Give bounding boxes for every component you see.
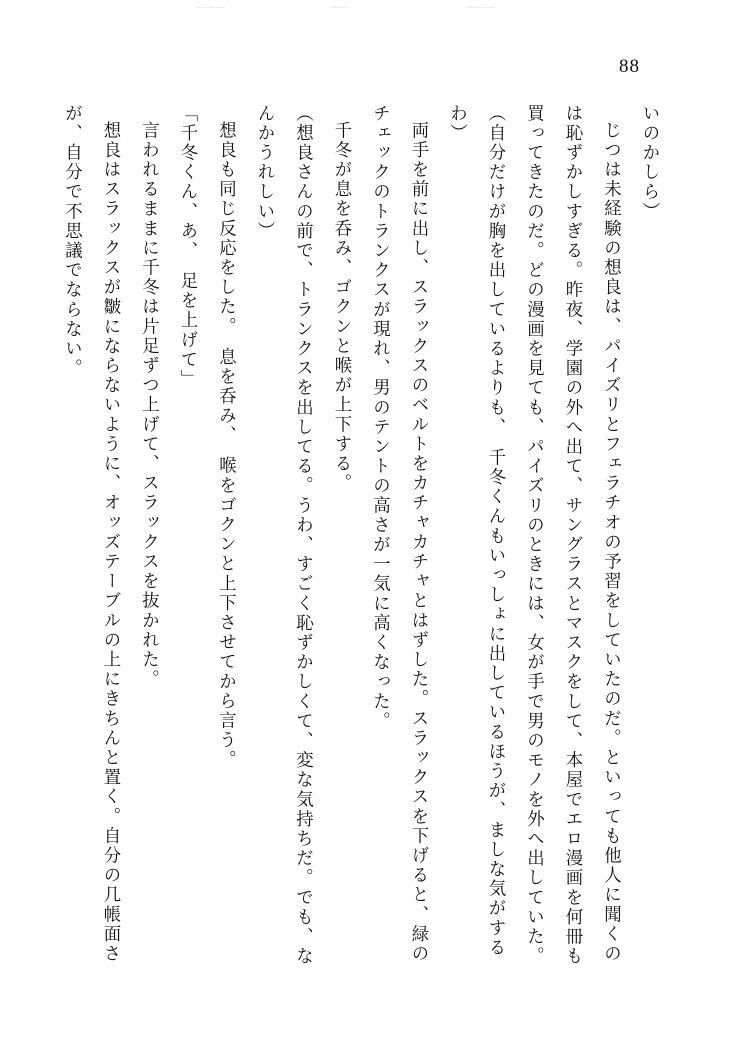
page-number: 88 [619,56,640,77]
scan-artifact-row [0,0,736,14]
paragraph: （想良さんの前で、トランクスを出してる。うわ、すごく恥ずかしくて、変な気持ちだ。でも、なんかうれしい） [254,104,313,967]
paragraph: いのかしら） [639,104,659,222]
paragraph: 言われるままに千冬は片足ずつ上げて、スラックスを抜かれた。 [138,121,159,690]
paragraph: 想良はスラックスが皺にならないように、オッズテーブルの上にきちんと置く。自分の几帳面さが、自分で不思議でならない。 [61,104,120,965]
paragraph: （自分だけが胸を出しているよりも、 千冬くんもいっしょに出しているほうが、ましな気がするわ） [446,104,505,958]
paragraph: 両手を前に出し、スラックスのベルトをカチャカチャとはずした。スラックスを下げると、緑のチェックのトランクスが現れ、男のテントの高さが一気に高くなった。 [369,104,428,965]
paragraph: 想良も同じ反応をした。 息を呑み、 喉をゴクンと上下させてから言う。 [215,121,236,771]
scan-mark-2: ―― [330,2,350,12]
paragraph: 「千冬くん、あ、 足を上げて」 [177,104,197,390]
body-text [61,104,668,974]
paragraph: 千冬が息を呑み、ゴクンと喉が上下する。 [331,121,351,494]
scan-mark-3: ――― [466,2,496,12]
paragraph: じつは未経験の想良は、パイズリとフェラチオの予習をしていたのだ。といっても他人に聞くのは恥ずかしすぎる。昨夜、学園の外へ出て、サングラスとマスクをして、本屋でエロ漫画を何冊も買ってきたのだ。どの漫画を見ても、パイズリのときには、女が手で男のモノを外へ出していた。 [523,104,621,967]
scan-mark-1: ――― [196,2,226,12]
